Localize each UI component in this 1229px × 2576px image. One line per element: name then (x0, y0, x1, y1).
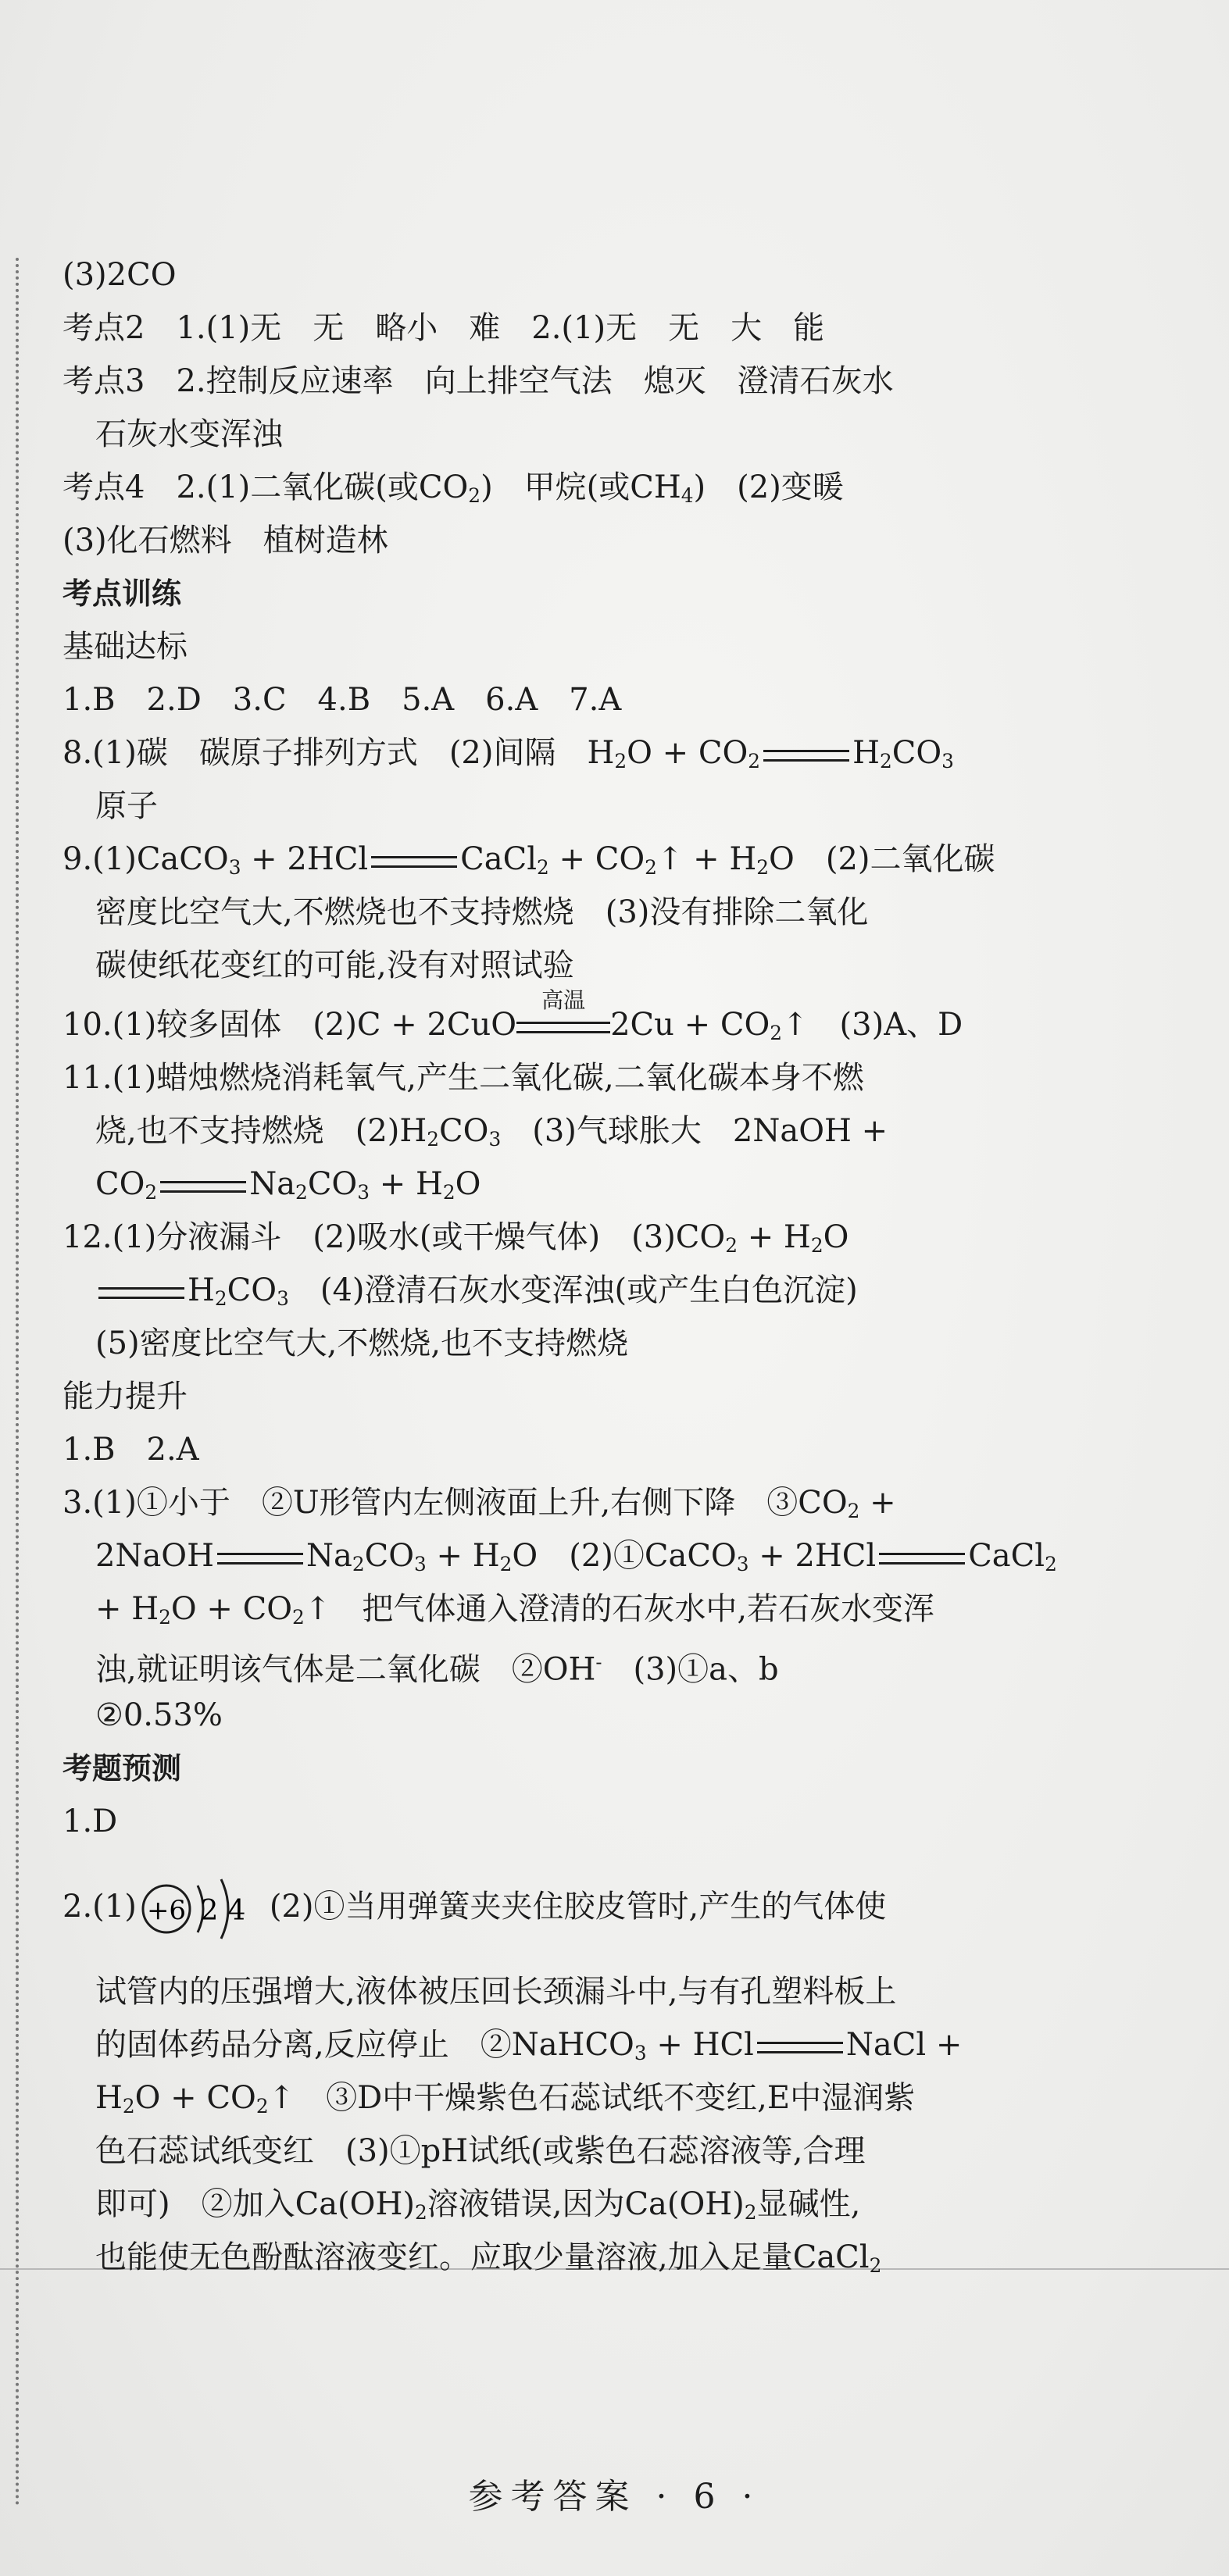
text-line: 3.(1)①小于 ②U形管内左侧液面上升,右侧下降 $③CO_2$ + (63, 1485, 896, 1523)
text-line: 9.(1)CaCO$_3$ + 2HCl CaCl$_2$ + $CO_2↑ + H_2O$ (2)二氧化碳 (63, 841, 995, 879)
text-line: ②0.53% (95, 1697, 223, 1733)
text-line: 8.(1)碳 碳原子排列方式 (2)间隔 $H_2O + CO_2$ $H_2CO_3$ (63, 735, 954, 773)
page-number: 6 (693, 2477, 723, 2517)
answer-content (63, 248, 1188, 2284)
text-line: 2.(1) +6 2 4 (2)①当用弹簧夹夹住胶皮管时,产生的气体使 (63, 1864, 1188, 1950)
section-heading: 考点训练 (63, 576, 182, 611)
equals-sign (98, 1287, 184, 1299)
text-line: 原子 (95, 788, 158, 824)
equals-sign (757, 2042, 843, 2053)
text-line: + $H_2O$ + $CO_2↑$ 把气体通入澄清的石灰水中,若石灰水变浑 (95, 1591, 935, 1629)
text-line: 考点3 2.控制反应速率 向上排空气法 熄灭 澄清石灰水 (63, 363, 894, 399)
shell-electrons-2: 4 (227, 1895, 246, 1927)
equals-sign (160, 1181, 246, 1193)
text-line: 色石蕊试纸变红 (3)①pH试纸(或紫色石蕊溶液等,合理 (95, 2133, 866, 2169)
equals-sign (371, 856, 457, 868)
text-line: 即可) ②加入$Ca(OH)_2$溶液错误,因为$Ca(OH)_2$显碱性, (95, 2186, 861, 2225)
text-line: 浊,就证明该气体是二氧化碳 ②OH- (3)①a、b (95, 1651, 779, 1688)
text-line: 12.(1)分液漏斗 (2)吸水(或干燥气体) $(3)CO_2 + H_2O$ (63, 1219, 849, 1258)
subsection-heading: 基础达标 (63, 629, 188, 665)
text-line: 11.(1)蜡烛燃烧消耗氧气,产生二氧化碳,二氧化碳本身不燃 (63, 1060, 864, 1096)
reaction-condition-equals: 高温 (516, 1022, 610, 1033)
text-line: 也能使无色酚酞溶液变红。应取少量溶液,加入足量CaCl$_2$ (95, 2239, 882, 2278)
text-line: 1.B 2.D 3.C 4.B 5.A 6.A 7.A (63, 682, 622, 718)
equals-sign (879, 1553, 965, 1565)
section-heading: 考题预测 (63, 1751, 182, 1786)
atom-diagram-svg (137, 1878, 270, 1940)
text-line: (5)密度比空气大,不燃烧,也不支持燃烧 (95, 1325, 629, 1361)
text-line: 考点2 1.(1)无 无 略小 难 2.(1)无 无 大 能 (63, 310, 825, 346)
text-line: (3)化石燃料 植树造林 (63, 523, 388, 558)
shell-electrons-1: 2 (200, 1895, 219, 1927)
text-line: 密度比空气大,不燃烧也不支持燃烧 (3)没有排除二氧化 (95, 894, 869, 930)
text-line: 1.D (63, 1804, 118, 1839)
equals-sign (763, 750, 849, 762)
text-line: 试管内的压强增大,液体被压回长颈漏斗中,与有孔塑料板上 (95, 1974, 897, 2010)
carbon-atom-structure-diagram (137, 1878, 270, 1940)
page-footer (0, 2468, 1229, 2518)
text-line: 石灰水变浑浊 (95, 416, 283, 452)
footer-label: 参考答案 (468, 2477, 638, 2517)
equals-sign (217, 1553, 303, 1565)
subsection-heading: 能力提升 (63, 1379, 188, 1415)
text-line: 烧,也不支持燃烧 $(2)H_2CO_3$ (3)气球胀大 2NaOH + (95, 1113, 888, 1151)
dotted-margin-line (16, 258, 19, 2507)
text-line: (3)2CO (63, 257, 177, 293)
text-line: $H_2CO_3$ (4)澄清石灰水变浑浊(或产生白色沉淀) (63, 1264, 1188, 1317)
text-line: $CO_2$ $Na_2CO_3 + H_2O$ (95, 1166, 481, 1204)
text-line: 碳使纸花变红的可能,没有对照试验 (95, 947, 574, 983)
text-line: 考点4 2.(1)二氧化碳(或$CO_2$) 甲烷(或$CH_4$) (2)变暖 (63, 469, 844, 508)
text-line: $H_2O$ + $CO_2↑$ ③D中干燥紫色石蕊试纸不变红,E中湿润紫 (95, 2080, 916, 2118)
footer-dot: · (741, 2477, 761, 2517)
text-line: 10.(1)较多固体 (2)C + 2CuO 高温 $2Cu + CO_2↑$ (3)A、D (63, 987, 963, 1045)
text-line: 的固体药品分离,反应停止 ②NaHCO$_3$ + HCl NaCl + (95, 2027, 963, 2065)
footer-dot: · (656, 2477, 675, 2517)
text-line: 1.B 2.A (63, 1432, 199, 1468)
text-line: 2NaOH $Na_2CO_3 + H_2O$ (2)①CaCO$_3$ + 2HCl CaCl$_2$ (95, 1538, 1057, 1576)
nucleus-charge: +6 (146, 1895, 186, 1926)
